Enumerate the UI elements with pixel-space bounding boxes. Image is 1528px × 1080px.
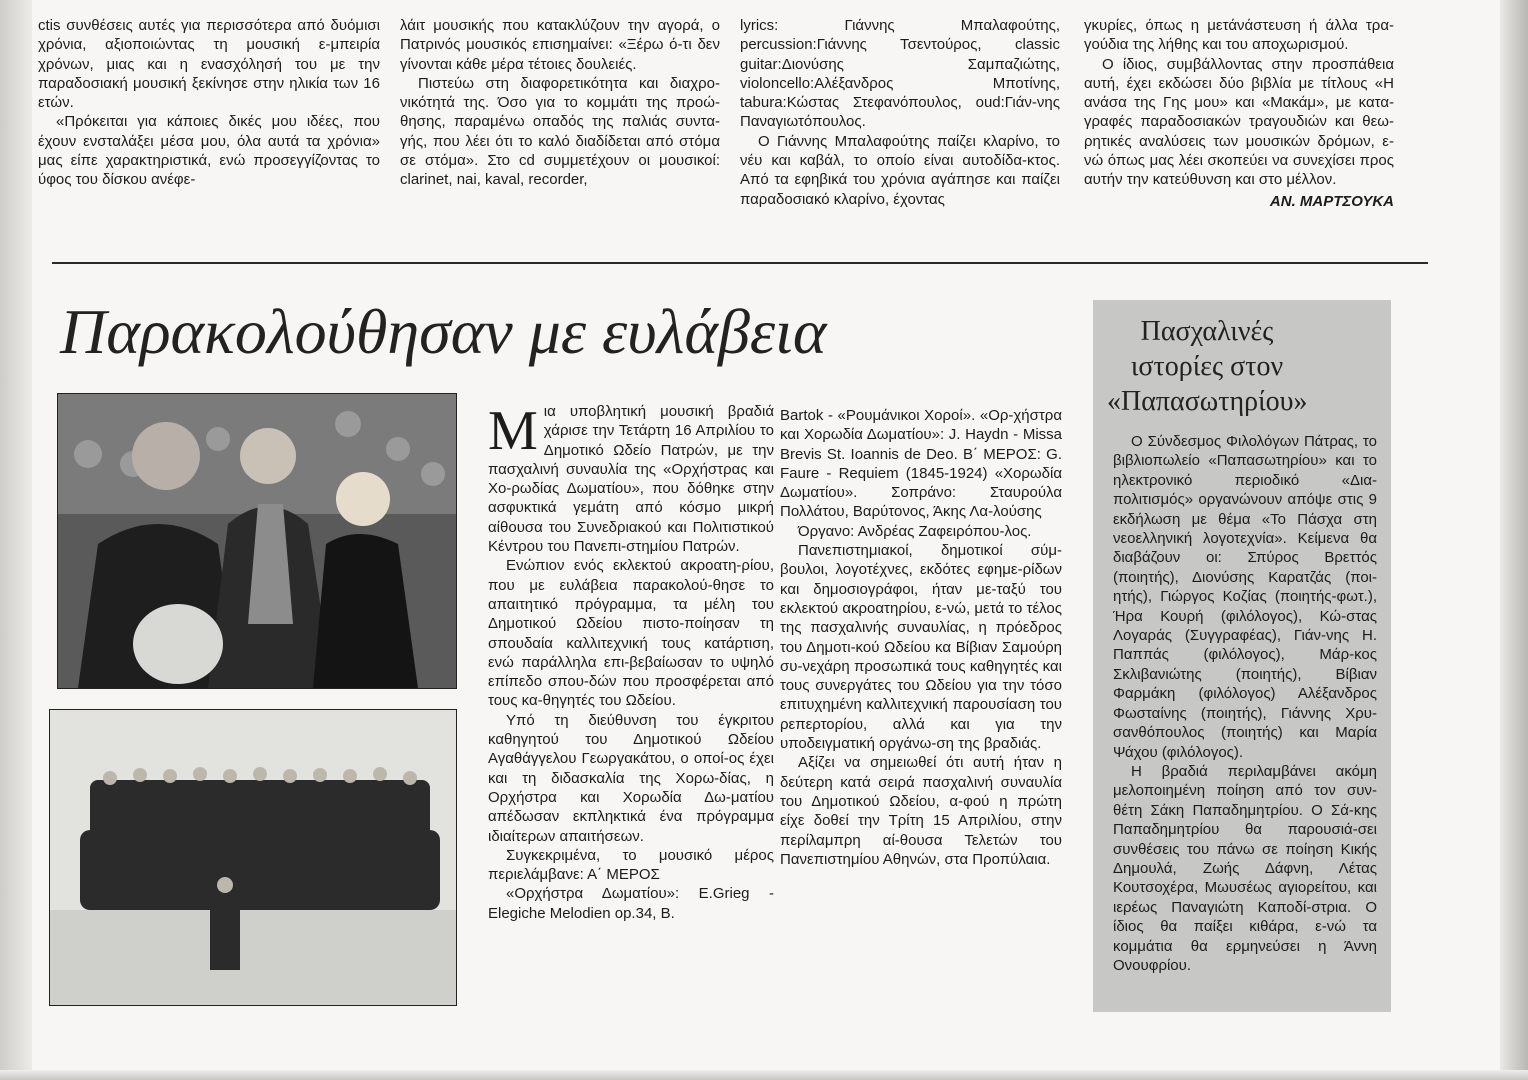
- photo-performers: [57, 393, 457, 689]
- sidebar-title-line: ιστορίες στον: [1130, 351, 1284, 382]
- top-column-2: [400, 0, 720, 224]
- paragraph: ια υποβλητική μουσική βραδιά χάρισε την Τετάρτη 16 Απριλίου το Δημοτικό Ωδείο Πατρών, με την πασχαλινή συναυλία της «Ορχήστρας και Χο-ρωδίας Δωματίου», που δόθηκε στην ασφυκτικά γεμάτη από κόσμο μικρή αίθουσα του Συνεδριακού και Πολιτιστικού Κέντρου του Πανεπι-στημίου Πατρών.: [488, 403, 774, 556]
- top-column-3: [740, 0, 1060, 224]
- paragraph: Συγκεκριμένα, το μουσικό μέρος περιελάμβανε: Α΄ ΜΕΡΟΣ: [488, 846, 774, 884]
- paragraph: Πανεπιστημιακοί, δημοτικοί σύμ-βουλοι, λογοτέχνες, εκδότες εφημε-ρίδων και δημοσιογράφοι, ήταν με-ταξύ του εκλεκτού ακροατηρίου, ε-νώ, μετά το τέλος της πασχαλινής συναυλίας, η πρόεδρος του Δημοτι-κού Ωδείου κα Βίβιαν Σαμούρη συ-νεχάρη προσωπικά τους καθηγητές και τους συνεργάτες του Ωδείου για την τόσο επιτυχημένη καλλιτεχνική παρουσίαση του ρεπερτορίου, αλλά και για την υποδειγματική οργάνω-ση της βραδιάς.: [780, 542, 1062, 753]
- article-column-1: [488, 402, 774, 923]
- sidebar-title-line: Πασχαλινές: [1140, 316, 1274, 347]
- newspaper-page: [32, 0, 1500, 1080]
- paragraph: Ο Σύνδεσμος Φιλολόγων Πάτρας, το βιβλιοπωλείο «Παπασωτηρίου» και το ηλεκτρονικό περιοδικό «Δια-πολιτισμός» οργανώνουν απόψε στις 9 εκδήλωση με θέμα «Το Πάσχα στη νεοελληνική λογοτεχνία». Κείμενα θα διαβάζουν οι: Σπύρος Βρεττός (ποιητής), Διονύσης Καρατζάς (ποι-ητής), Γιώργος Κοζίας (ποιητής-φωτ.), Ήρα Κουρή (φιλόλογος), Κώ-στας Λογαράς (Συγγραφέας), Γιάν-νης Η. Παππάς (φιλόλογος), Μάρ-κος Σκλιβανιώτης (ποιητής), Βίβιαν Φαρμάκη (φιλόλογος) Αλέξανδρος Φωσταίνης (ποιητής), Γιάννης Χρυ-σανθόπουλος (ποιητής) και Μαρία Ψάχου (φιλόλογος).: [1113, 433, 1377, 761]
- paragraph: «Ορχήστρα Δωματίου»: E.Grieg - Elegiche Melodien op.34, B.: [488, 885, 774, 922]
- photo-performers-image: [58, 394, 456, 688]
- cut-line: [740, 0, 1060, 16]
- drop-cap: Μ: [488, 400, 538, 462]
- paragraph: Ενώπιον ενός εκλεκτού ακροατη-ρίου, που με ευλάβεια παρακολού-θησε το απαιτητικό πρόγραμμα, τα μέλη του Δημοτικού Ωδείου πιστο-ποίησαν τη σπουδαία καλλιτεχνική τους κατάρτιση, ενώ παράλληλα επι-βεβαίωσαν το υψηλό επίπεδο σπου-δών που προσφέρεται από τους κα-θηγητές του Ωδείου.: [488, 557, 774, 710]
- sidebar-box: [1093, 300, 1391, 1012]
- article-column-2: [780, 406, 1062, 869]
- sidebar-title: [1107, 314, 1307, 424]
- paragraph: λάιτ μουσικής που κατακλύζουν την αγορά, ο Πατρινός μουσικός επισημαίνει: «Ξέρω ό-τι δεν γίνονται κάθε μέρα τέτοιες δουλειές.: [400, 17, 720, 73]
- paragraph: «Πρόκειται για κάποιες δικές μου ιδέες, που έχουν ενσταλάξει μέσα μου, όλα αυτά τα χρόνια» μας είπε χαρακτηριστικά, ενώ προσεγγίζοντας το ύφος του δίσκου ανέφε-: [38, 113, 380, 189]
- paragraph: Αξίζει να σημειωθεί ότι αυτή ήταν η δεύτερη κατά σειρά πασχαλινή συναυλία του Δημοτικού Ωδείου, α-φού η πρώτη είχε δοθεί την Τρίτη 15 Απριλίου, στην περίλαμπρη αί-θουσα Τελετών του Πανεπιστημίου Αθηνών, στα Προπύλαια.: [780, 754, 1062, 868]
- paragraph: lyrics: Γιάννης Μπαλαφούτης, percussion:Γιάννης Τσεντούρος, classic guitar:Διονύσης Σαμπαζιώτης, violoncello:Αλέξανδρος Μποτίνης, tabura:Κώστας Στεφανόπουλος, oud:Γιάν-νης Παναγιωτόπουλος.: [740, 17, 1060, 131]
- photo-orchestra: [49, 709, 457, 1006]
- photo-orchestra-image: [50, 710, 456, 1005]
- sidebar-title-line: «Παπασωτηρίου»: [1107, 386, 1308, 417]
- binding-shadow-left: [0, 0, 32, 1080]
- byline: ΑΝ. ΜΑΡΤΣΟΥΚΑ: [1269, 192, 1394, 210]
- cut-line: [400, 0, 720, 16]
- section-divider: [52, 262, 1428, 264]
- paragraph: Ο Γιάννης Μπαλαφούτης παίζει κλαρίνο, το νέυ και καβάλ, το οποίο είναι αυτοδίδα-κτος. Από τα εφηβικά του χρόνια αγάπησε και παίζει παραδοσιακό κλαρίνο, έχοντας: [740, 132, 1060, 208]
- page-bottom-edge: [0, 1070, 1528, 1080]
- paragraph: Bartok - «Ρουμάνικοι Χοροί». «Ορ-χήστρα και Χορωδία Δωματίου»: J. Haydn - Missa Brevis St. Ioannis de Deo. Β΄ ΜΕΡΟΣ: G. Faure - Requiem (1845-1924) «Χορωδία Δωματίου». Σοπράνο: Σταυρούλα Πολλάτου, Βαρύτονος, Άκης Λα-λούσης: [780, 407, 1062, 521]
- article-headline: Παρακολούθησαν με ευλάβεια: [60, 296, 827, 367]
- paragraph: Πιστεύω στη διαφορετικότητα και διαχρο-νικότητά της. Όσο για το κομμάτι της προώ-θησης, παραμένω οπαδός της παλιάς συντα-γής, που λέει ότι το καλό διαδίδεται από στόμα σε στόμα». Στο cd συμμετέχουν οι μουσικοί: clarinet, nai, kaval, recorder,: [400, 74, 720, 189]
- cut-line: [38, 0, 380, 16]
- paragraph: Ο ίδιος, συμβάλλοντας στην προσπάθεια αυτή, έχει εκδώσει δύο βιβλία με τίτλους «Η ανάσα της Γης μου» και «Μακάμ», με κατα-γραφές παραδοσιακών τραγουδιών και θεω-ρητικές αναλύσεις των μουσικών δρόμων, ε-νώ όπως μας λέει σκοπεύει να συνεχίσει προς αυτήν την κατεύθυνση και στο μέλλον.: [1084, 55, 1394, 189]
- top-column-4: [1084, 0, 1394, 230]
- paragraph: Όργανο: Ανδρέας Ζαφειρόπου-λος.: [798, 522, 1032, 540]
- paragraph: Υπό τη διεύθυνση του έγκριτου καθηγητού του Δημοτικού Ωδείου Αγαθάγγελου Γεωργακάτου, ο οποί-ος έχει και τη διδασκαλία της Χορω-δίας, η Ορχήστρα και Χορωδία Δω-ματίου απέδωσαν εκπληκτικά ένα πρόγραμμα ιδιαίτερων απαιτήσεων.: [488, 711, 774, 845]
- paragraph: Η βραδιά περιλαμβάνει ακόμη μελοποιημένη ποίηση από τον συν-θέτη Σάκη Παπαδημητρίου. Ο Σά-κης Παπαδημητρίου θα παρουσιά-σει συνθέσεις του πάνω σε ποίηση Κικής Δημουλά, Ζωής Δάφνη, Λέτας Κουτσοχέρα, Μωυσέως αγιορείτου, και ιερέως Παναγιώτη Καποδί-στρια. Ο ίδιος θα παίξει κιθάρα, ε-νώ τα κομμάτια θα ερμηνεύσει η Άννη Ονουφρίου.: [1113, 762, 1377, 974]
- top-column-1: [38, 0, 380, 224]
- cut-line: [1084, 0, 1394, 16]
- paragraph: γκυρίες, όπως η μετάνάστευση ή άλλα τρα-γούδια της λήθης και του αποχωρισμού.: [1084, 17, 1394, 54]
- paragraph: ctis συνθέσεις αυτές για περισσότερα από δυόμισι χρόνια, αξιοποιώντας τη μουσική ε-μπειρία χρόνων, μιας και η ενασχόλησή του με την παραδοσιακή μουσική ξεκίνησε στην ηλικία των 16 ετών.: [38, 17, 380, 112]
- binding-shadow-right: [1500, 0, 1528, 1080]
- sidebar-text: [1113, 432, 1377, 975]
